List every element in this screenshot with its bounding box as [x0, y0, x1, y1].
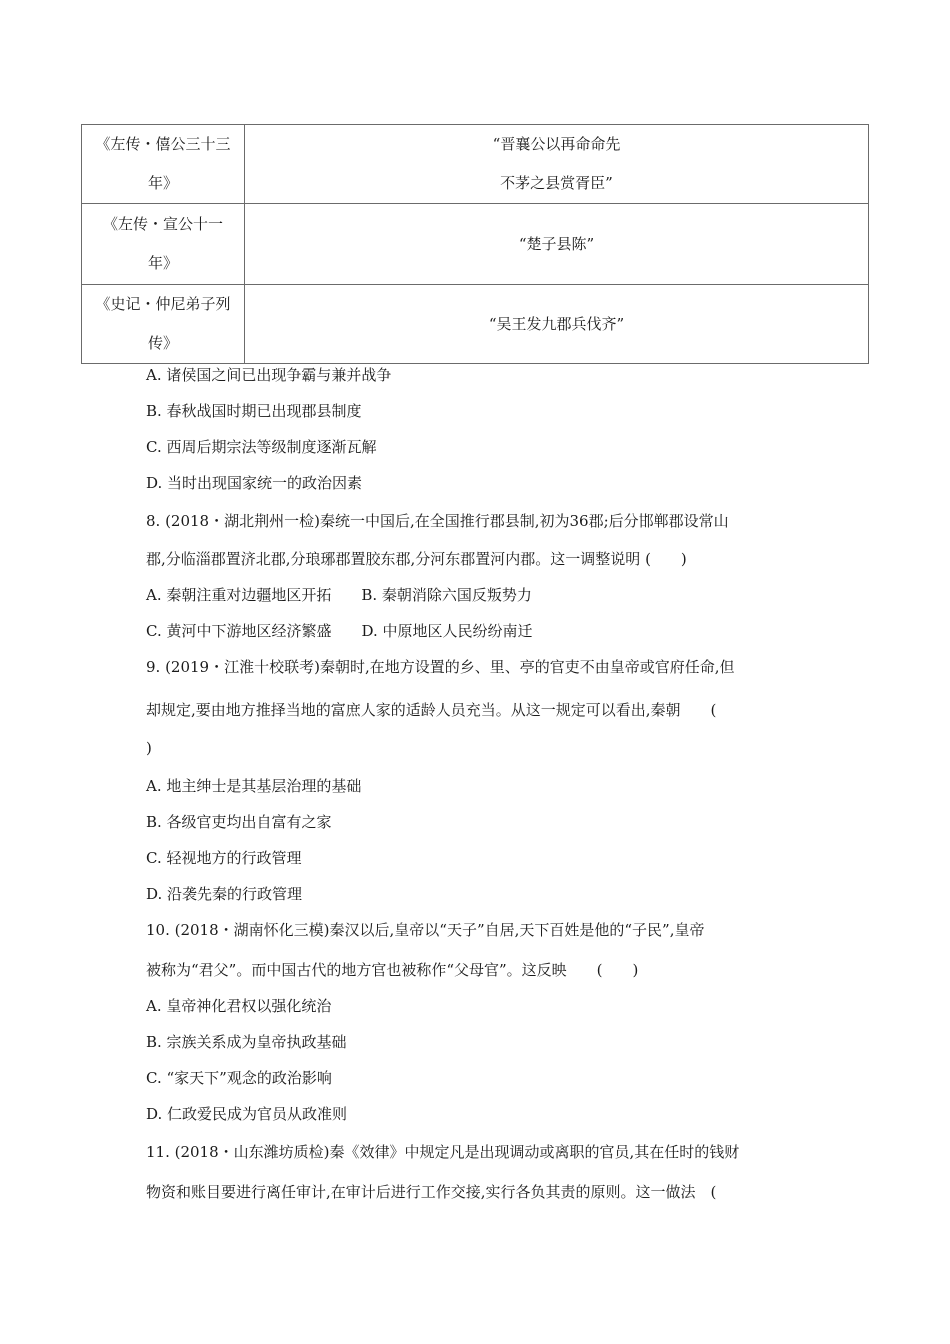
q8-options-ab: A. 秦朝注重对边疆地区开拓 B. 秦朝消除六国反叛势力 [146, 586, 532, 604]
q10-option-c: C. “家天下”观念的政治影响 [146, 1069, 332, 1087]
q10-stem-line: 10. (2018・湖南怀化三模)秦汉以后,皇帝以“天子”自居,天下百姓是他的“子民”,皇帝 [146, 921, 705, 939]
quote-text: “晋襄公以再命命先 [492, 135, 621, 153]
source-text: 年》 [147, 254, 178, 272]
q9-option-c: C. 轻视地方的行政管理 [146, 849, 302, 867]
q10-option-d: D. 仁政爱民成为官员从政准则 [146, 1105, 348, 1123]
q11-stem-line: 11. (2018・山东潍坊质检)秦《效律》中规定凡是出现调动或离职的官员,其在任时的钱财 [146, 1143, 740, 1161]
q7-option-a: A. 诸侯国之间已出现争霸与兼并战争 [146, 366, 392, 384]
q9-option-a: A. 地主绅士是其基层治理的基础 [146, 777, 362, 795]
q9-stem-line: ) [146, 739, 152, 757]
q8-options-cd: C. 黄河中下游地区经济繁盛 D. 中原地区人民纷纷南迁 [146, 622, 533, 640]
quote-text: “吴王发九郡兵伐齐” [488, 314, 625, 333]
source-text: 《左传・僖公三十三 [95, 135, 231, 153]
quote-text: “楚子县陈” [518, 234, 595, 253]
table-row [82, 125, 869, 204]
source-text: 年》 [147, 174, 178, 192]
q9-option-b: B. 各级官吏均出自富有之家 [146, 813, 332, 831]
q8-stem-line: 郡,分临淄郡置济北郡,分琅琊郡置胶东郡,分河东郡置河内郡。这一调整说明 ( ) [146, 550, 687, 568]
quote-cell [245, 125, 869, 204]
q7-option-b: B. 春秋战国时期已出现郡县制度 [146, 402, 362, 420]
q11-stem-line: 物资和账目要进行离任审计,在审计后进行工作交接,实行各负其责的原则。这一做法 ( [146, 1183, 717, 1201]
source-text: 《史记・仲尼弟子列 [95, 295, 231, 313]
quote-cell [245, 204, 869, 285]
source-text: 传》 [147, 334, 178, 352]
table-row [82, 285, 869, 364]
source-cell [82, 285, 245, 364]
q7-option-d: D. 当时出现国家统一的政治因素 [146, 474, 363, 492]
q9-stem-line: 9. (2019・江淮十校联考)秦朝时,在地方设置的乡、里、亭的官吏不由皇帝或官府任命,但 [146, 658, 735, 676]
q8-stem-line: 8. (2018・湖北荆州一检)秦统一中国后,在全国推行郡县制,初为36郡;后分邯郸郡设常山 [146, 512, 729, 530]
q10-option-b: B. 宗族关系成为皇帝执政基础 [146, 1033, 347, 1051]
q7-option-c: C. 西周后期宗法等级制度逐渐瓦解 [146, 438, 377, 456]
q10-option-a: A. 皇帝神化君权以强化统治 [146, 997, 332, 1015]
source-cell [82, 204, 245, 285]
quote-cell [245, 285, 869, 364]
quote-text: 不茅之县赏胥臣” [500, 174, 613, 192]
q9-stem-line: 却规定,要由地方推择当地的富庶人家的适龄人员充当。从这一规定可以看出,秦朝 ( [146, 701, 717, 719]
source-table [81, 124, 869, 364]
table-row [82, 204, 869, 285]
source-cell [82, 125, 245, 204]
q9-option-d: D. 沿袭先秦的行政管理 [146, 885, 303, 903]
source-text: 《左传・宣公十一 [102, 215, 223, 233]
q10-stem-line: 被称为“君父”。而中国古代的地方官也被称作“父母官”。这反映 ( ) [146, 961, 639, 979]
